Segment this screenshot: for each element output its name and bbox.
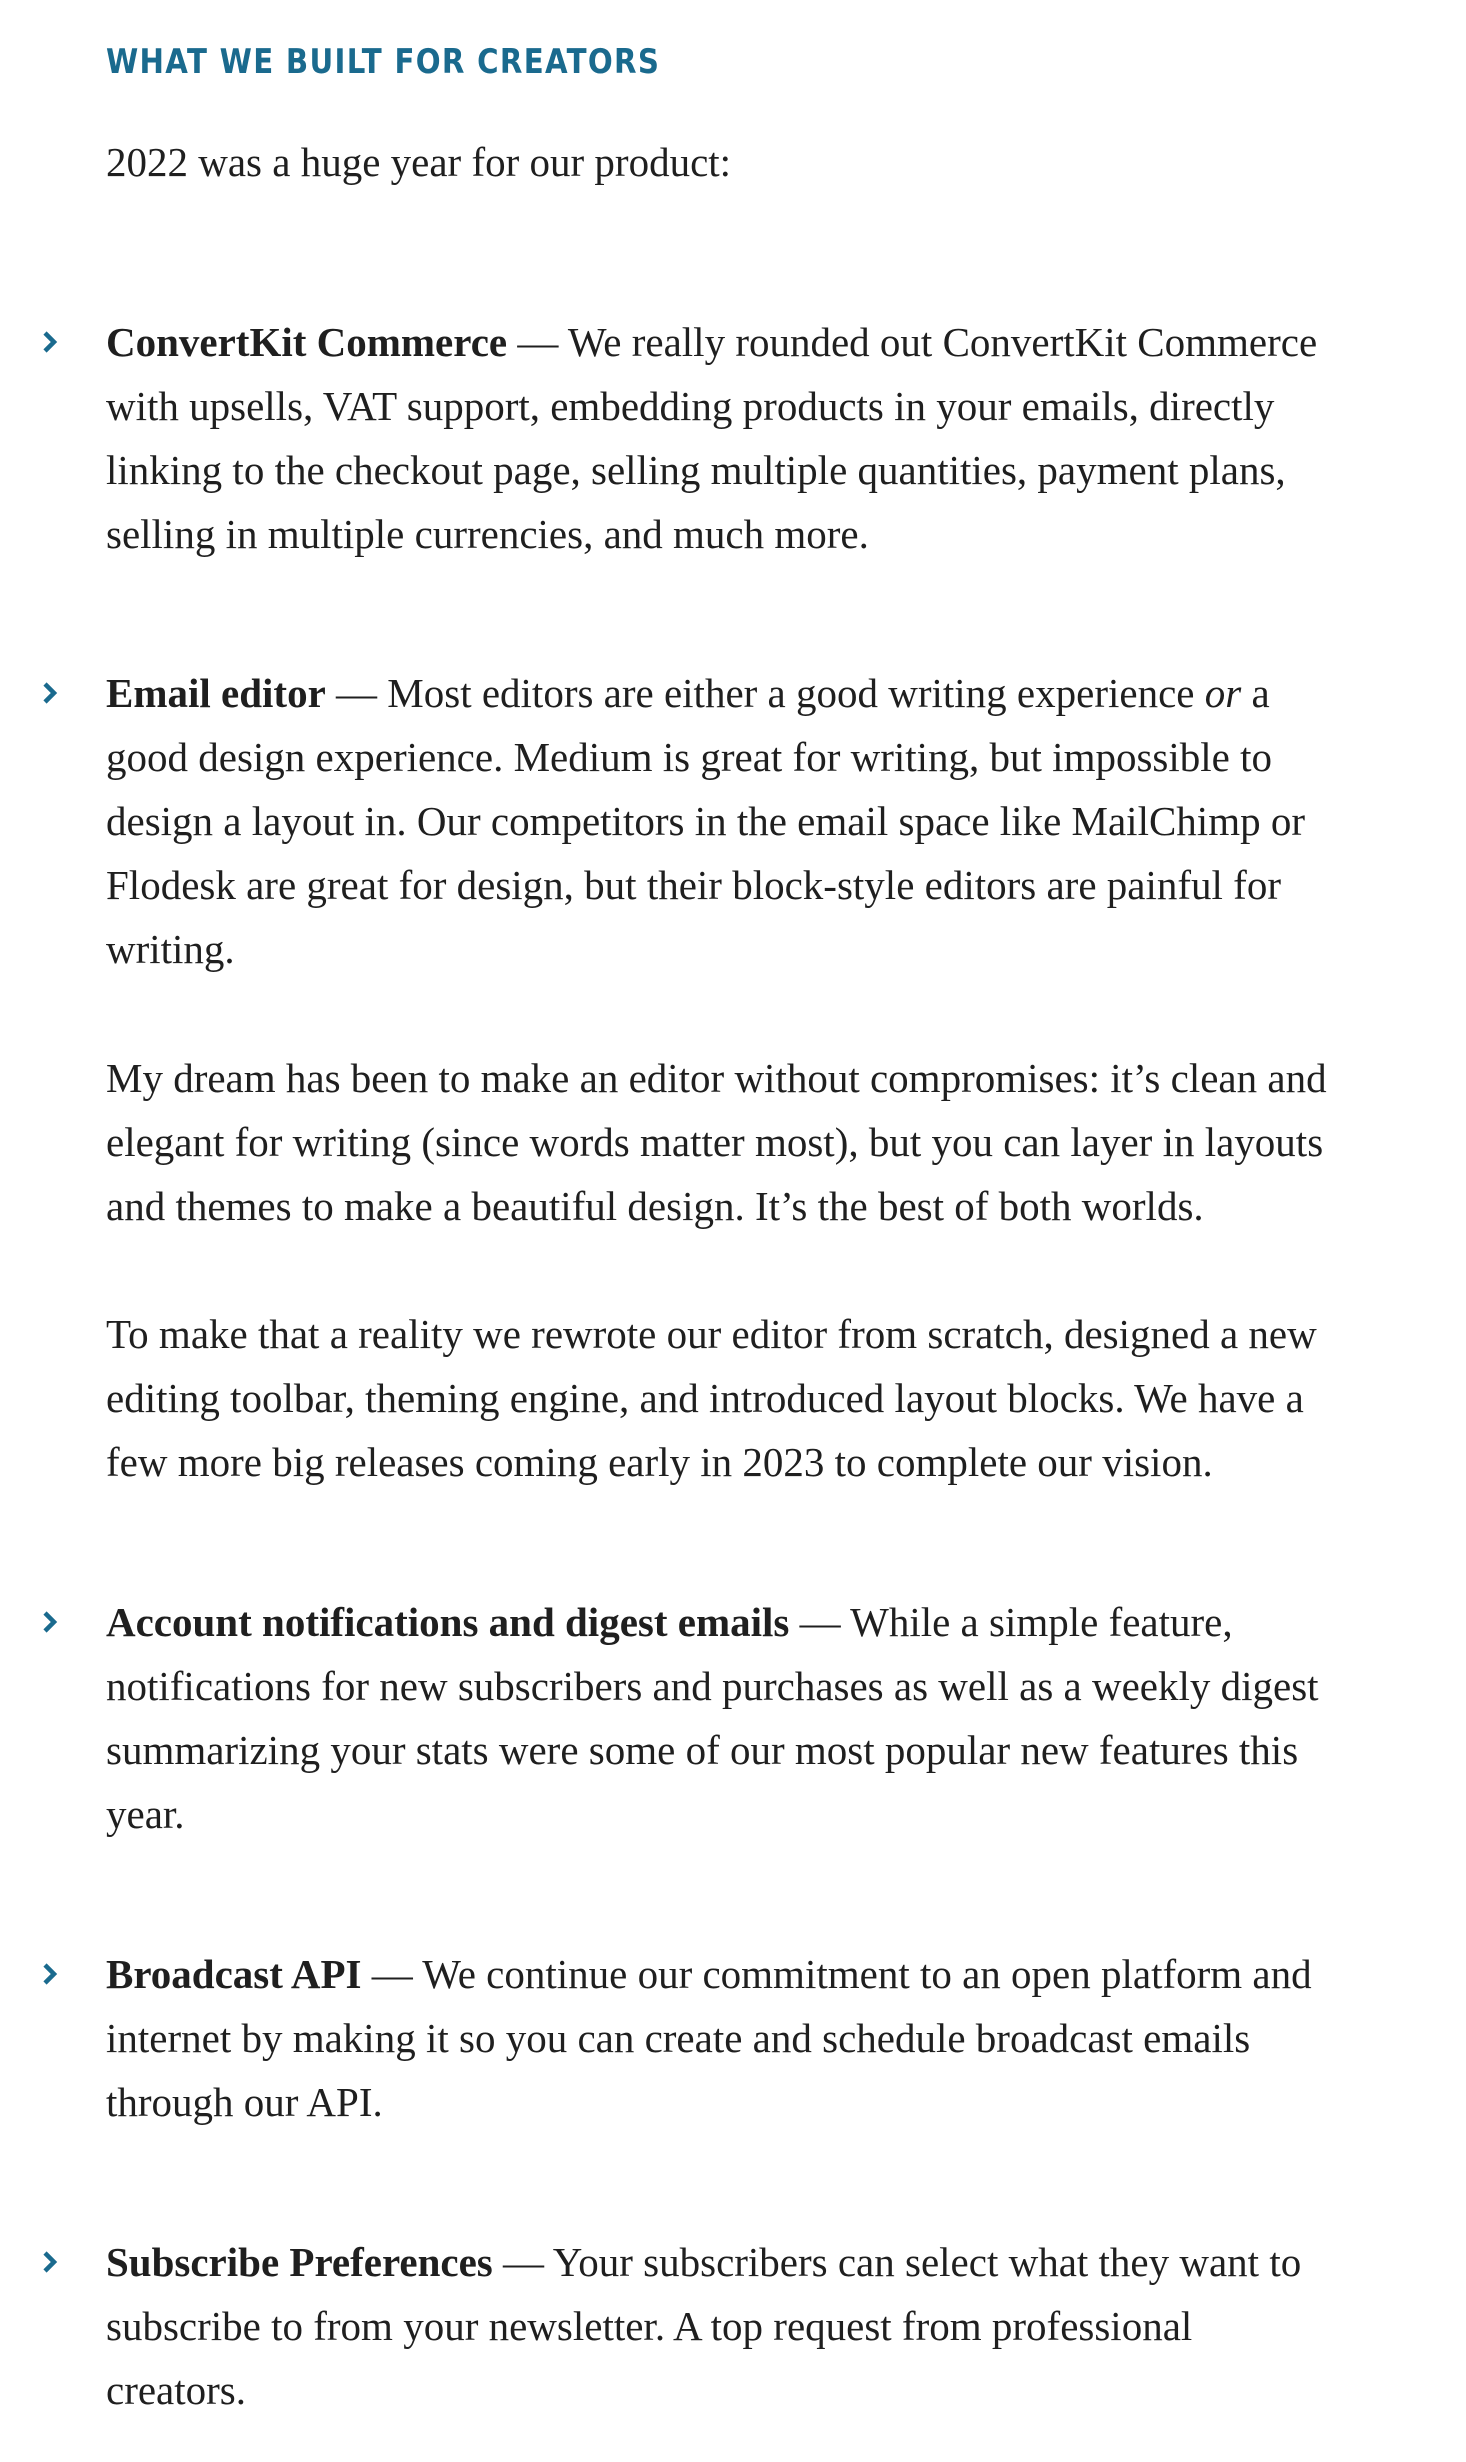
chevron-right-icon bbox=[36, 310, 64, 374]
item-paragraph bbox=[106, 1942, 1406, 2134]
item-text: — While a simple feature, bbox=[789, 1599, 1233, 1645]
item-text: — Most editors are either a good writing experience bbox=[325, 670, 1205, 716]
item-line: selling in multiple currencies, and much more. bbox=[106, 511, 869, 557]
item-line: creators. bbox=[106, 2367, 246, 2413]
item-line: subscribe to from your newsletter. A top request from professional bbox=[106, 2303, 1193, 2349]
item-paragraph bbox=[106, 661, 1406, 981]
item-line: design a layout in. Our competitors in the email space like MailChimp or bbox=[106, 798, 1305, 844]
intro-text: 2022 was a huge year for our product: bbox=[106, 139, 732, 185]
item-paragraph bbox=[106, 1046, 1406, 1238]
chevron-right-icon bbox=[36, 1942, 64, 2006]
section-heading: WHAT WE BUILT FOR CREATORS bbox=[106, 42, 661, 82]
item-paragraph bbox=[106, 2230, 1406, 2422]
item-line bbox=[106, 1590, 1406, 1654]
item-line bbox=[106, 2230, 1406, 2294]
item-paragraph bbox=[106, 1590, 1406, 1846]
item-title: ConvertKit Commerce bbox=[106, 319, 508, 365]
item-line: internet by making it so you can create and schedule broadcast emails bbox=[106, 2015, 1251, 2061]
item-text: — We really rounded out ConvertKit Commerce bbox=[507, 319, 1318, 365]
item-title: Account notifications and digest emails bbox=[106, 1599, 790, 1645]
chevron-right-icon bbox=[36, 661, 64, 725]
item-line: with upsells, VAT support, embedding products in your emails, directly bbox=[106, 383, 1275, 429]
item-text: a bbox=[1241, 670, 1270, 716]
item-line: good design experience. Medium is great for writing, but impossible to bbox=[106, 734, 1272, 780]
item-line: elegant for writing (since words matter most), but you can layer in layouts bbox=[106, 1119, 1324, 1165]
item-line: year. bbox=[106, 1791, 185, 1837]
item-line: writing. bbox=[106, 926, 235, 972]
item-line: Flodesk are great for design, but their block-style editors are painful for bbox=[106, 862, 1281, 908]
item-text: — We continue our commitment to an open platform and bbox=[361, 1951, 1312, 1997]
item-line: My dream has been to make an editor without compromises: it’s clean and bbox=[106, 1055, 1327, 1101]
item-line: editing toolbar, theming engine, and introduced layout blocks. We have a bbox=[106, 1375, 1304, 1421]
item-paragraph bbox=[106, 1302, 1406, 1494]
item-title: Broadcast API bbox=[106, 1951, 362, 1997]
item-title: Email editor bbox=[106, 670, 326, 716]
item-line: linking to the checkout page, selling multiple quantities, payment plans, bbox=[106, 447, 1286, 493]
item-line: few more big releases coming early in 2023 to complete our vision. bbox=[106, 1439, 1213, 1485]
item-line: and themes to make a beautiful design. It’s the best of both worlds. bbox=[106, 1183, 1204, 1229]
item-line bbox=[106, 1942, 1406, 2006]
item-line bbox=[106, 661, 1406, 725]
item-line: notifications for new subscribers and purchases as well as a weekly digest bbox=[106, 1663, 1319, 1709]
item-line: To make that a reality we rewrote our editor from scratch, designed a new bbox=[106, 1311, 1317, 1357]
item-line bbox=[106, 310, 1406, 374]
item-title: Subscribe Preferences bbox=[106, 2239, 493, 2285]
item-text: — Your subscribers can select what they want to bbox=[492, 2239, 1302, 2285]
chevron-right-icon bbox=[36, 1590, 64, 1654]
chevron-right-icon bbox=[36, 2230, 64, 2294]
item-paragraph bbox=[106, 310, 1406, 566]
item-line: summarizing your stats were some of our most popular new features this bbox=[106, 1727, 1299, 1773]
emphasis-text: or bbox=[1204, 670, 1242, 716]
item-line: through our API. bbox=[106, 2079, 383, 2125]
